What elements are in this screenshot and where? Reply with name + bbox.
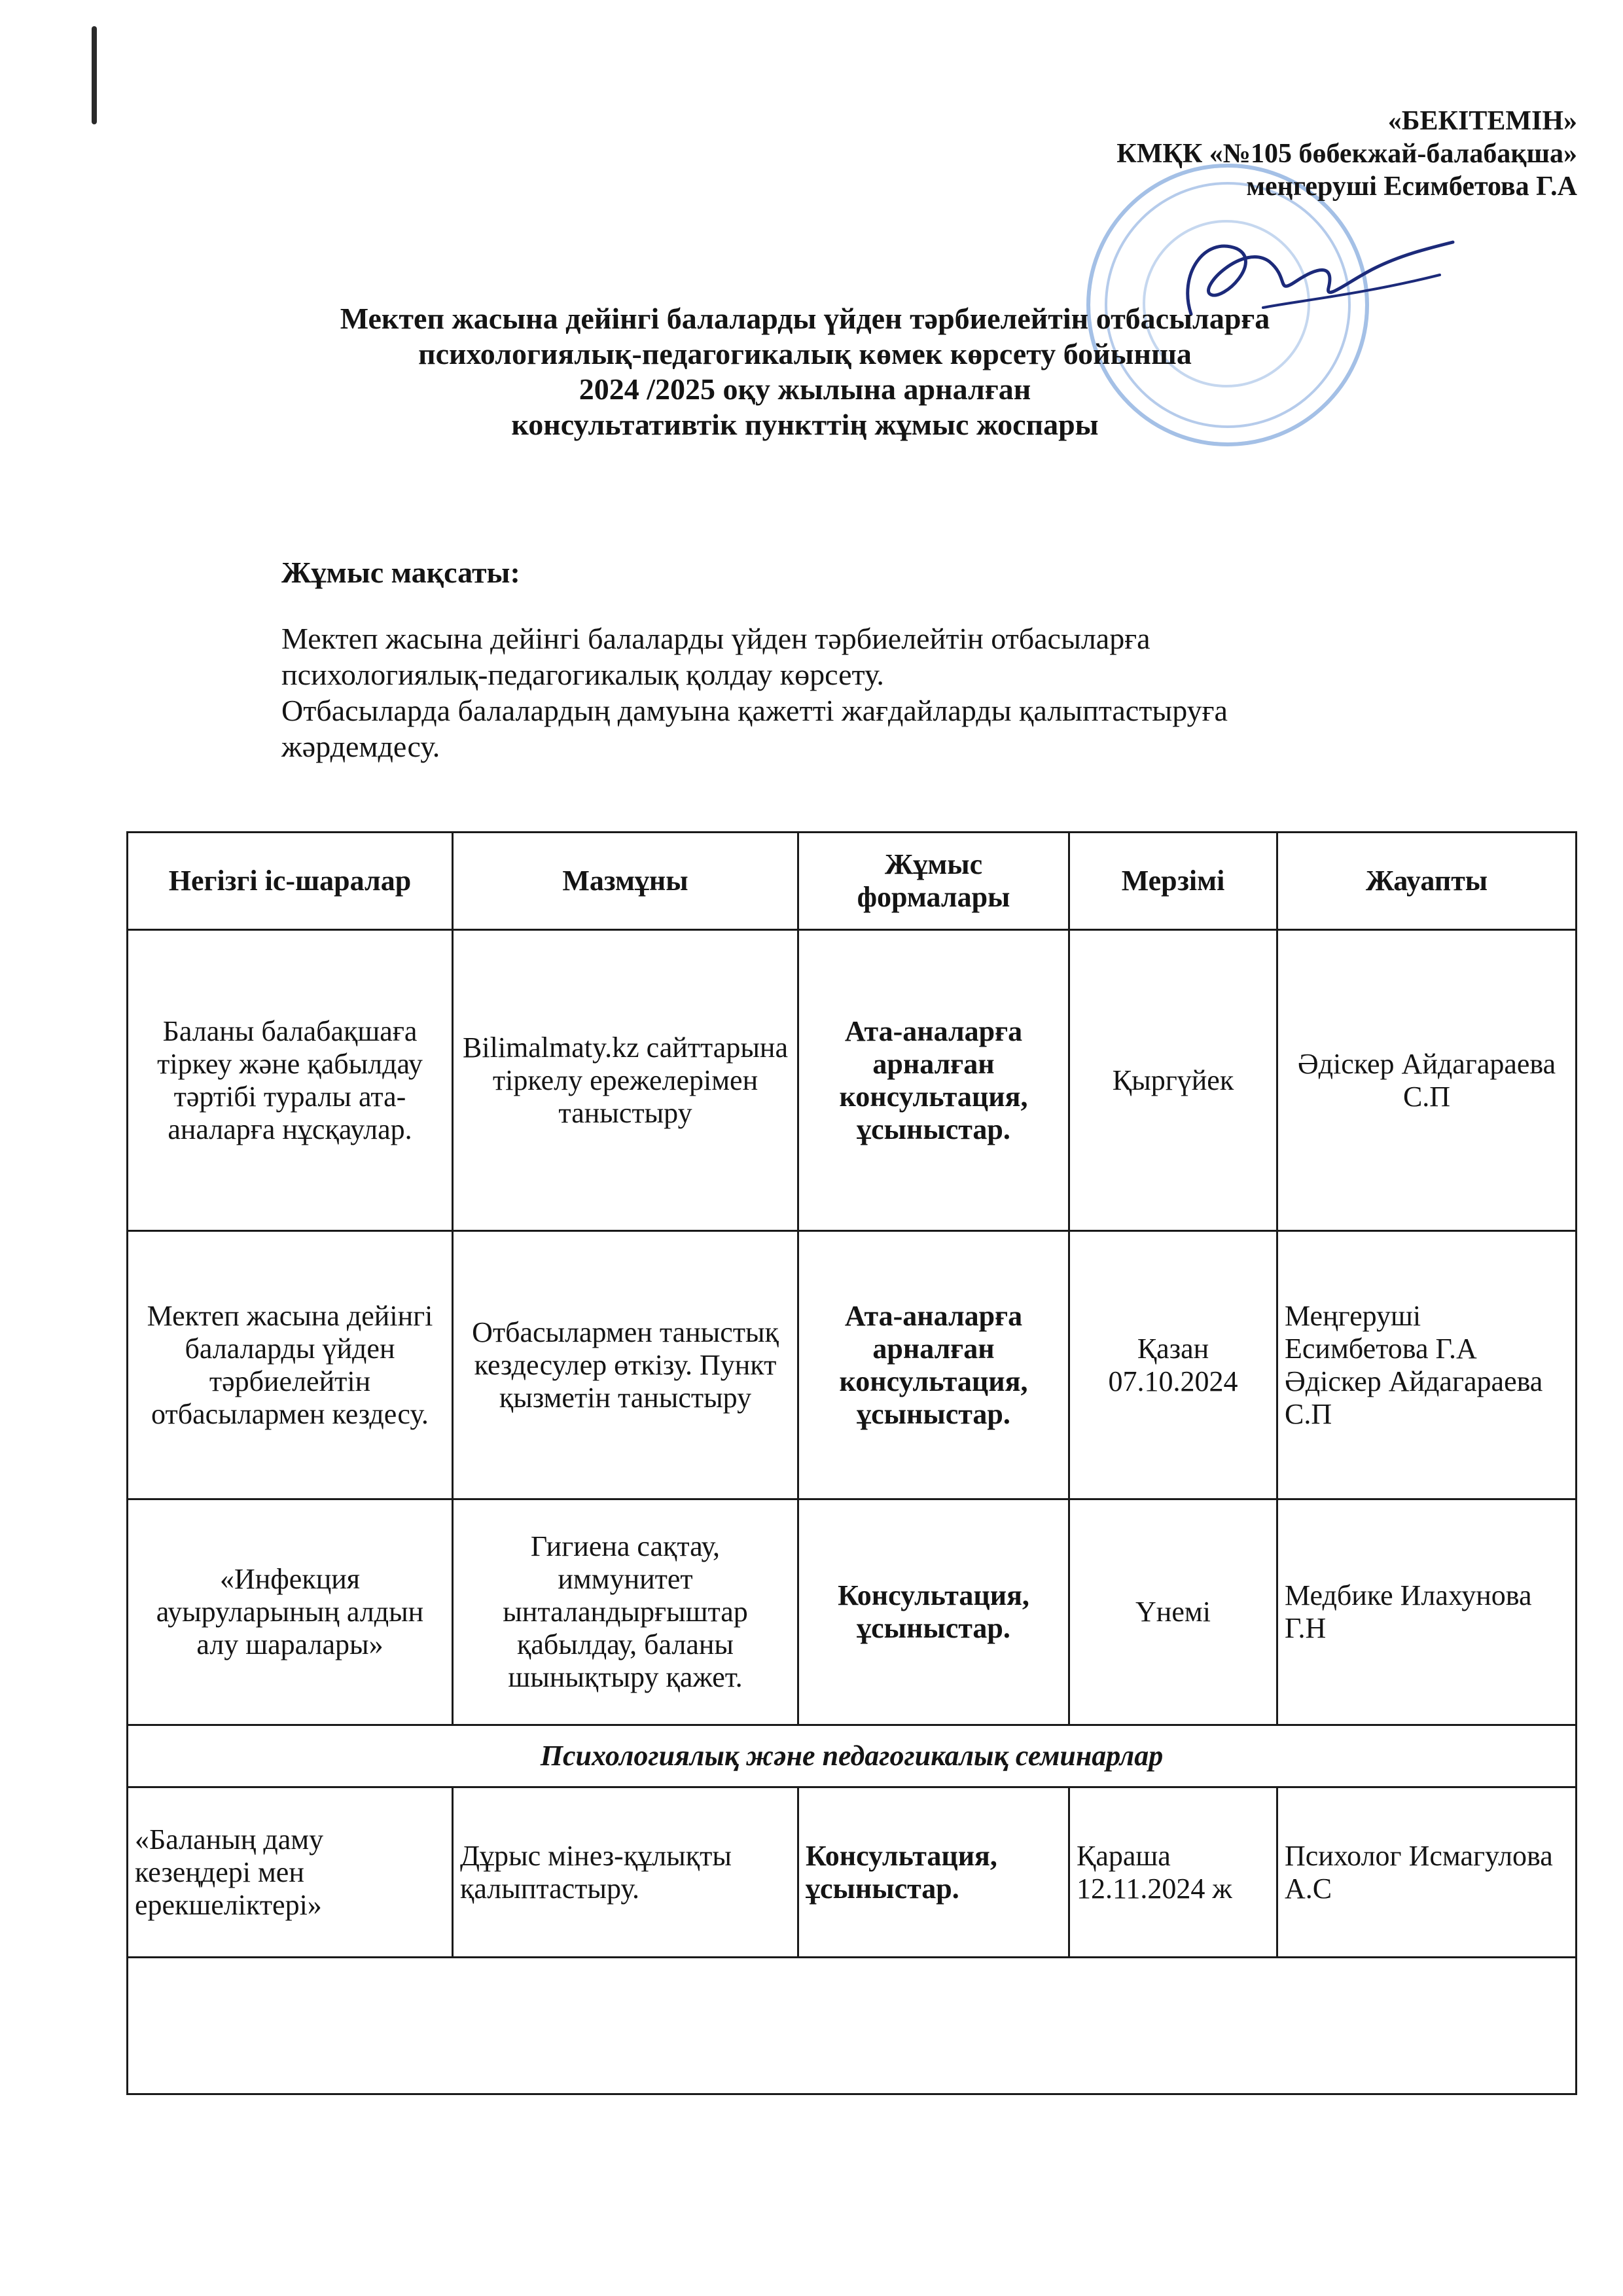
table-row: [128, 1231, 1577, 1499]
table-row: [128, 1499, 1577, 1725]
cell-form: Ата-аналарға арналған консультация, ұсыныстар.: [798, 930, 1069, 1231]
cell-responsible: Меңгеруші Есимбетова Г.А Әдіскер Айдагараева С.П: [1277, 1231, 1577, 1499]
column-header-content: Мазмұны: [453, 833, 798, 930]
goal-line: жәрдемдесу.: [281, 730, 440, 763]
cell-event: Мектеп жасына дейінгі балаларды үйден тәрбиелейтін отбасылармен кездесу.: [128, 1231, 453, 1499]
document-title: [196, 301, 1414, 442]
cell-responsible: Әдіскер Айдагараева С.П: [1277, 930, 1577, 1231]
title-line: психологиялық-педагогикалық көмек көрсету бойынша: [418, 337, 1192, 370]
goal-text: [281, 620, 1525, 764]
empty-row: [128, 1958, 1577, 2094]
margin-mark: [92, 26, 97, 124]
cell-responsible: Психолог Исмагулова А.С: [1277, 1787, 1577, 1958]
column-header-responsible: Жауапты: [1277, 833, 1577, 930]
empty-cell: [128, 1958, 1577, 2094]
cell-term: Қараша 12.11.2024 ж: [1069, 1787, 1277, 1958]
title-line: Мектеп жасына дейінгі балаларды үйден тәрбиелейтін отбасыларға: [340, 302, 1270, 335]
cell-content: Bilimalmaty.kz сайттарына тіркелу ережелерімен таныстыру: [453, 930, 798, 1231]
cell-form: Консультация, ұсыныстар.: [798, 1787, 1069, 1958]
approval-block: [988, 105, 1577, 203]
column-header-events: Негізгі іс-шаралар: [128, 833, 453, 930]
column-header-term: Мерзімі: [1069, 833, 1277, 930]
goal-line: психологиялық-педагогикалық қолдау көрсету.: [281, 658, 884, 691]
table-row: [128, 1787, 1577, 1958]
title-line: консультативтік пункттің жұмыс жоспары: [511, 408, 1099, 441]
section-title: Психологиялық және педагогикалық семинарлар: [128, 1725, 1577, 1787]
table-row: [128, 930, 1577, 1231]
approval-organization: КМҚК «№105 бөбекжай-балабақша»: [1116, 139, 1577, 169]
goal-line: Мектеп жасына дейінгі балаларды үйден тәрбиелейтін отбасыларға: [281, 622, 1150, 655]
work-plan-table: [126, 831, 1577, 2095]
title-line: 2024 /2025 оқу жылына арналған: [579, 372, 1031, 406]
cell-event: «Инфекция ауыруларының алдын алу шаралары»: [128, 1499, 453, 1725]
goal-heading: Жұмыс мақсаты:: [281, 556, 520, 589]
cell-event: «Баланың даму кезеңдері мен ерекшеліктері»: [128, 1787, 453, 1958]
approval-head: меңгеруші Есимбетова Г.А: [1246, 171, 1577, 202]
cell-responsible: Медбике Илахунова Г.Н: [1277, 1499, 1577, 1725]
column-header-forms: Жұмыс формалары: [798, 833, 1069, 930]
cell-term: Үнемі: [1069, 1499, 1277, 1725]
approval-title: «БЕКІТЕМІН»: [1387, 106, 1577, 136]
cell-event: Баланы балабақшаға тіркеу және қабылдау тәртібі туралы ата-аналарға нұсқаулар.: [128, 930, 453, 1231]
cell-content: Отбасылармен таныстық кездесулер өткізу. Пункт қызметін таныстыру: [453, 1231, 798, 1499]
cell-form: Ата-аналарға арналған консультация, ұсыныстар.: [798, 1231, 1069, 1499]
cell-term: Қыргүйек: [1069, 930, 1277, 1231]
table-header-row: [128, 833, 1577, 930]
cell-content: Дұрыс мінез-құлықты қалыптастыру.: [453, 1787, 798, 1958]
cell-term: Қазан 07.10.2024: [1069, 1231, 1277, 1499]
cell-content: Гигиена сақтау, иммунитет ынталандырғыштар қабылдау, баланы шынықтыру қажет.: [453, 1499, 798, 1725]
goal-line: Отбасыларда балалардың дамуына қажетті жағдайларды қалыптастыруға: [281, 694, 1228, 727]
section-header-row: [128, 1725, 1577, 1787]
cell-form: Консультация, ұсыныстар.: [798, 1499, 1069, 1725]
